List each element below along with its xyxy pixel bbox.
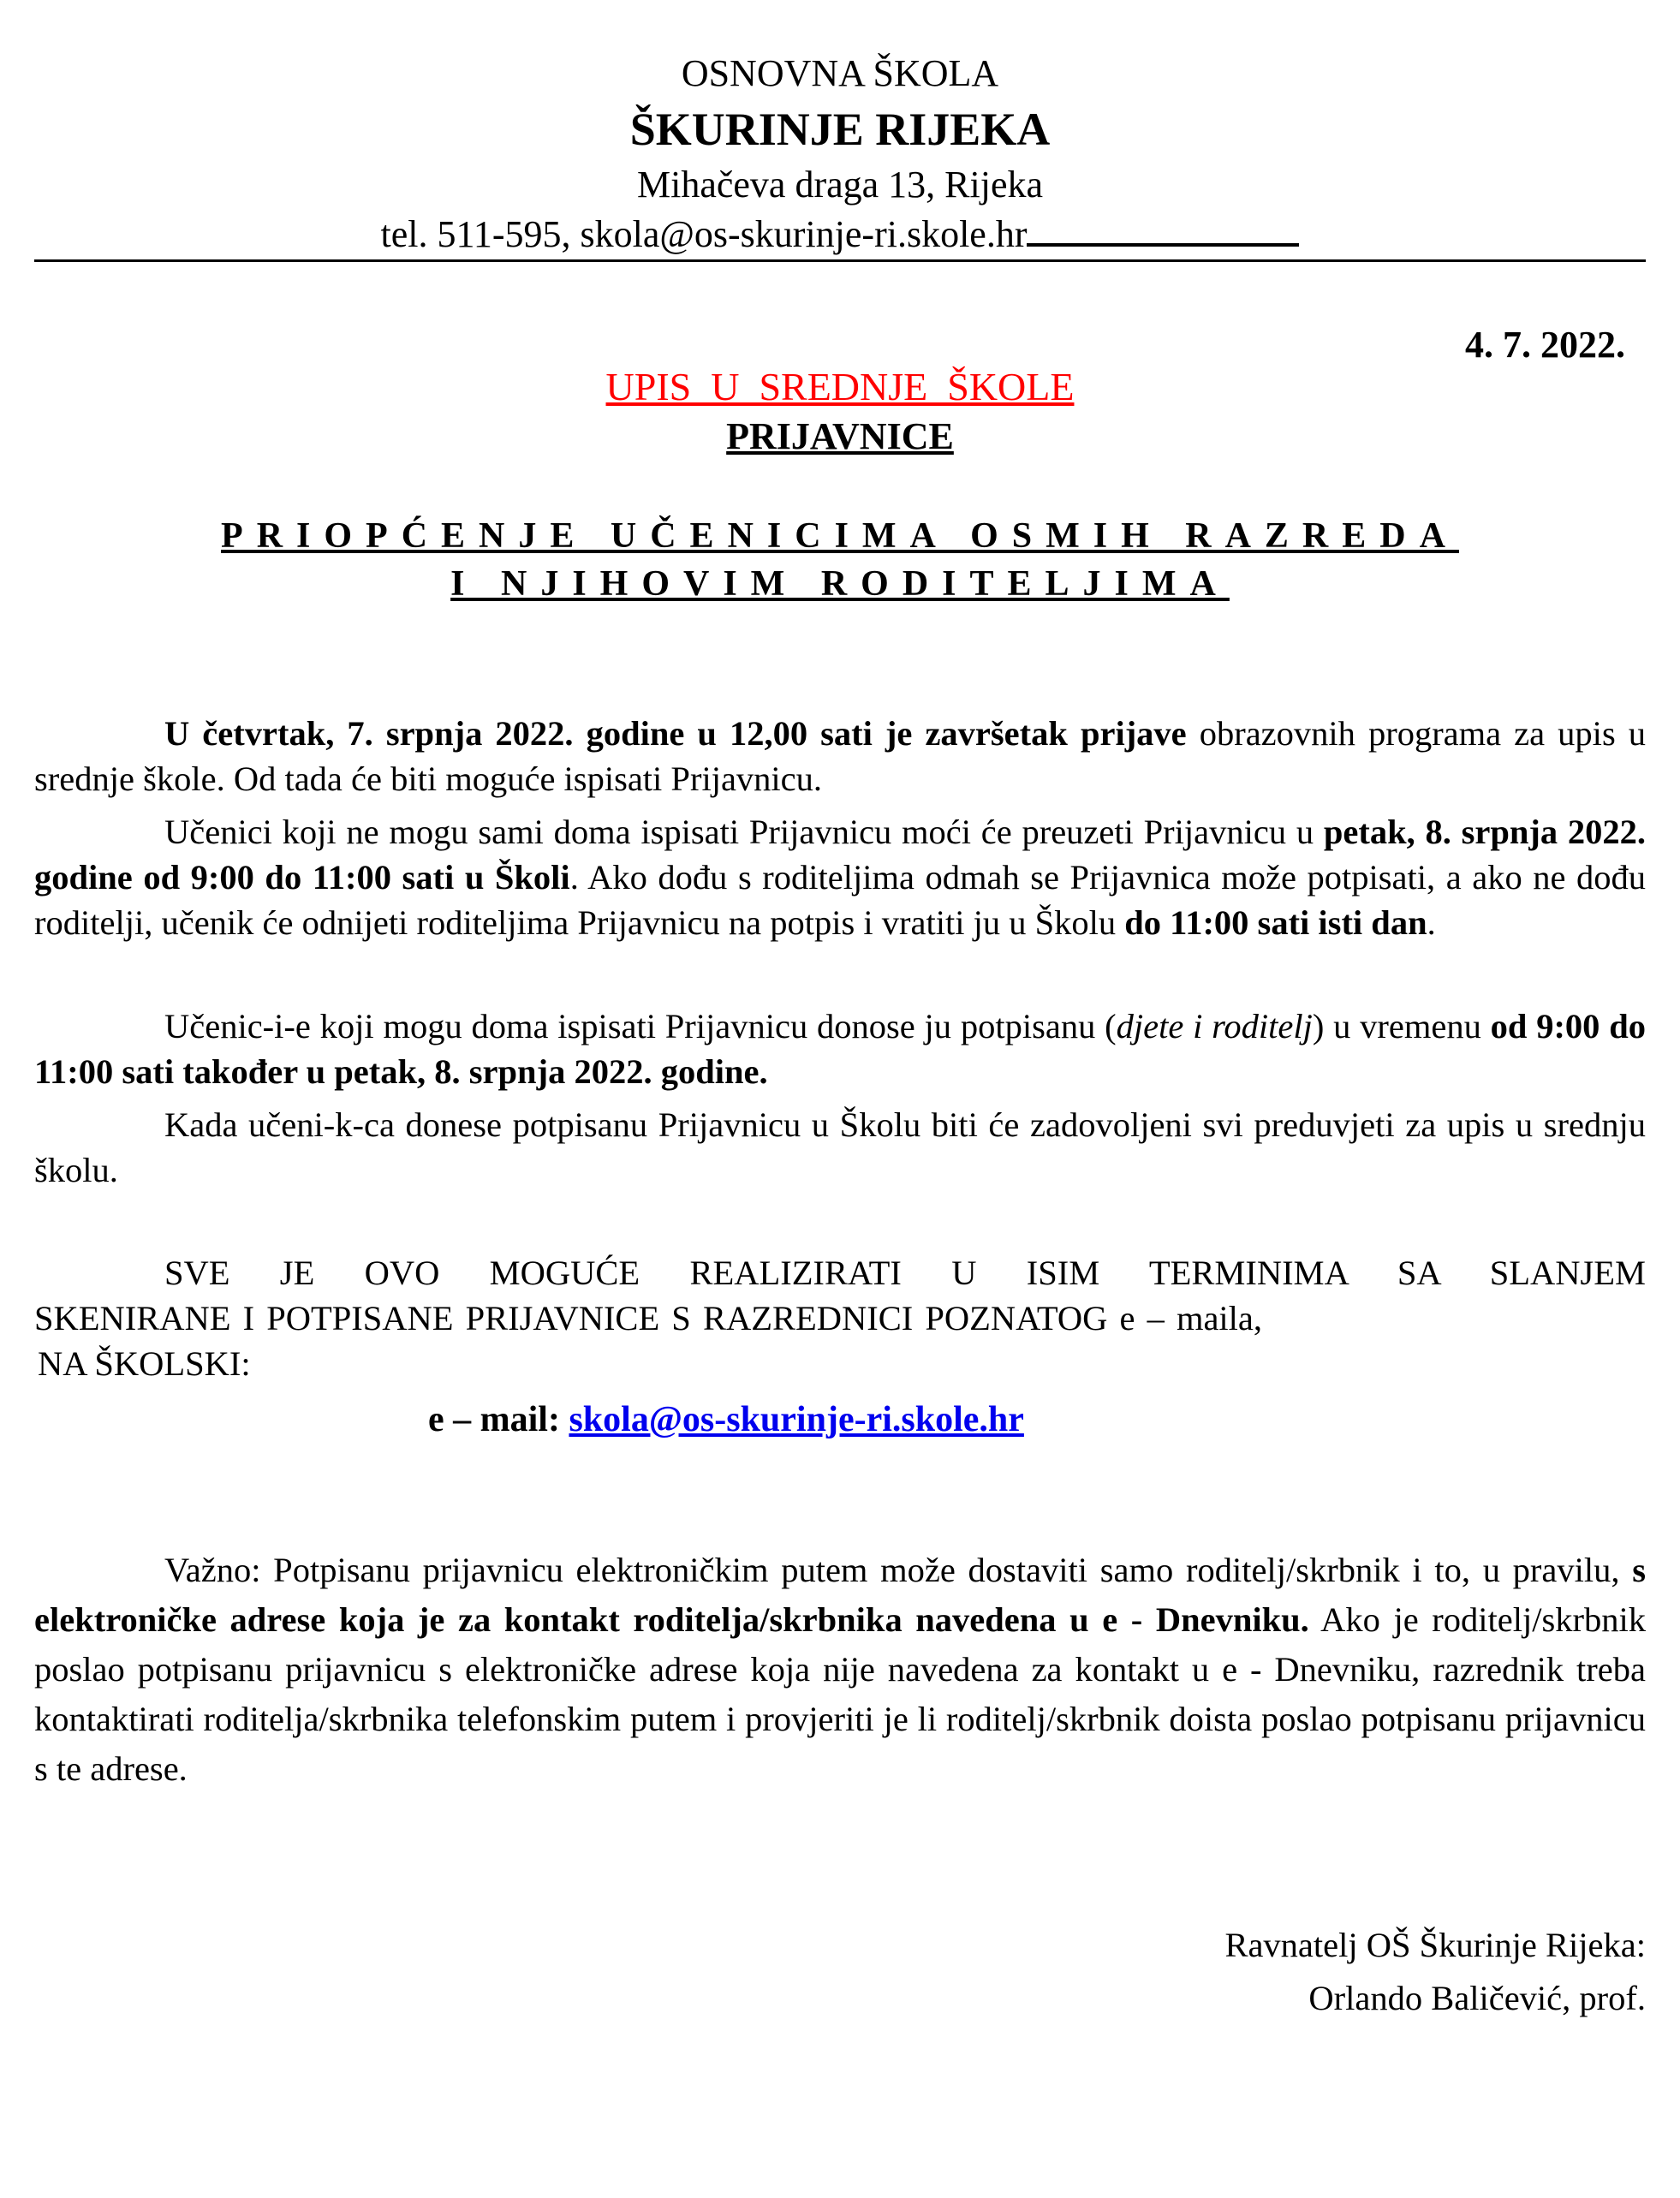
deadline-bold: U četvrtak, 7. srpnja 2022. godine u 12,00 sati je završetak prijave — [164, 714, 1187, 753]
caps-line1: SVE JE OVO MOGUĆE REALIZIRATI U ISIM TERMINIMA SA SLANJEM — [164, 1254, 1646, 1292]
school-name: ŠKURINJE RIJEKA — [629, 104, 1051, 155]
sub-title: PRIJAVNICE — [726, 415, 954, 457]
announcement-line1: PRIOPĆENJE UČENICIMA OSMIH RAZREDA — [221, 516, 1459, 556]
signature-title: Ravnatelj OŠ Škurinje Rijeka: — [1224, 1926, 1646, 1964]
signature-name: Orlando Baličević, prof. — [1308, 1979, 1646, 2017]
caps-line3: NA ŠKOLSKI: — [38, 1344, 251, 1383]
main-title: UPIS U SREDNJE ŠKOLE — [605, 365, 1075, 408]
caps-line2: SKENIRANE I POTPISANE PRIJAVNICE S RAZREDNICI POZNATOG e – maila, — [34, 1299, 1263, 1337]
pickup-text-a: Učenici koji ne mogu sami doma ispisati Prijavnicu moći će preuzeti Prijavnicu u — [164, 813, 1324, 851]
pickup-deadline-bold: do 11:00 sati isti dan — [1124, 903, 1427, 942]
document-date: 4. 7. 2022. — [1465, 324, 1625, 366]
caps-notice — [34, 1250, 1646, 1386]
school-address: Mihačeva draga 13, Rijeka — [636, 164, 1044, 206]
home-text-c: ) u vremenu — [1312, 1007, 1491, 1045]
home-text-a: Učenic-i-e koji mogu doma ispisati Prijavnicu donose ju potpisanu ( — [164, 1007, 1117, 1045]
pickup-text-c: . Ako dođu s roditeljima odmah se Prijavnica može potpisati, a ako ne dođu roditelji, učenik će odnijeti roditeljima Prijavnicu na potpis i vratiti ju u Školu — [34, 858, 1646, 942]
pickup-time-bold: petak, 8. srpnja 2022. godine od 9:00 do 11:00 sati u Školi — [34, 813, 1646, 896]
header-divider — [34, 259, 1646, 262]
contact-text: tel. 511-595, skola@os-skurinje-ri.skole.hr — [380, 213, 1028, 255]
email-line — [428, 1396, 1024, 1444]
paragraph-requirements: Kada učeni-k-ca donese potpisanu Prijavnicu u Školu biti će zadovoljeni svi preduvjeti za upis u srednju školu. — [34, 1105, 1646, 1189]
home-time-bold: od 9:00 do 11:00 sati također u petak, 8. srpnja 2022. godine. — [34, 1007, 1646, 1091]
deadline-rest: obrazovnih programa za upis u srednje škole. Od tada će biti moguće ispisati Prijavnicu. — [34, 714, 1646, 798]
paragraph-home-print — [34, 1004, 1646, 1094]
important-text-a: Važno: Potpisanu prijavnicu elektroničkim putem može dostaviti samo roditelj/skrbnik i to, u pravilu, — [164, 1551, 1633, 1589]
email-link[interactable]: skola@os-skurinje-ri.skole.hr — [569, 1400, 1024, 1439]
paragraph-pickup — [34, 809, 1646, 945]
important-bold: s elektroničke adrese koja je za kontakt roditelja/skrbnika navedena u e - Dnevniku. — [34, 1551, 1646, 1639]
paragraph-deadline — [34, 711, 1646, 801]
header-line1: OSNOVNA ŠKOLA — [681, 52, 999, 94]
home-italic: djete i roditelj — [1116, 1007, 1313, 1045]
school-contact — [0, 211, 1680, 259]
important-note — [34, 1546, 1646, 1794]
email-label: e – mail: — [428, 1400, 560, 1439]
blank-underline — [1027, 212, 1299, 247]
announcement-line2: I NJIHOVIM RODITELJIMA — [450, 564, 1230, 604]
important-text-c: Ako je roditelj/skrbnik poslao potpisanu prijavnicu s elektroničke adrese koja nije navedena za kontakt u e - Dnevniku, razrednik treba kontaktirati roditelja/skrbnika telefonskim putem i provjeriti je li roditelj/skrbnik doista poslao potpisanu prijavnicu s te adrese. — [34, 1600, 1646, 1788]
pickup-text-e: . — [1427, 903, 1436, 942]
